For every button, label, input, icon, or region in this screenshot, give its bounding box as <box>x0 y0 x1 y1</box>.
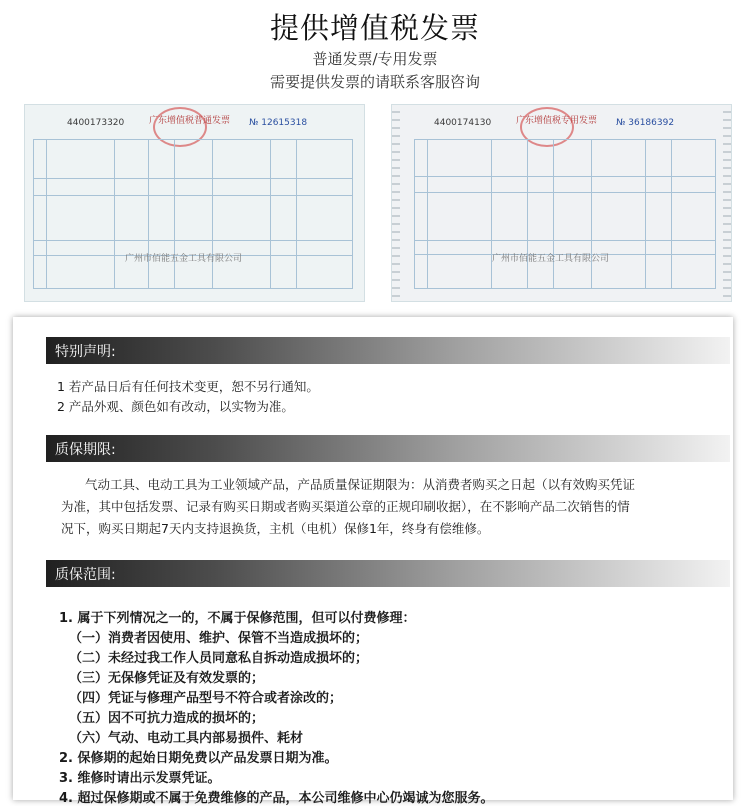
warranty-period-line: 气动工具、电动工具为工业领域产品，产品质量保证期限为：从消费者购买之日起（以有效购买凭证 <box>85 477 636 492</box>
tractor-holes-left <box>392 105 400 301</box>
invoice-title: 广东增值税专用发票 <box>516 116 598 126</box>
scope-line: （三）无保修凭证及有效发票的； <box>69 671 265 686</box>
warranty-period-line: 为准，其中包括发票、记录有购买日期或者购买渠道公章的正规印刷收据），在不影响产品二次销售的情 <box>61 499 630 514</box>
scope-line: 2. 保修期的起始日期免费以产品发票日期为准。 <box>59 751 338 766</box>
statement-line: 1 若产品日后有任何技术变更，恕不另行通知。 <box>57 379 319 394</box>
tractor-holes-right <box>723 105 731 301</box>
section-header-warranty-period <box>46 435 730 462</box>
invoice-company-name: 广州市佰能五金工具有限公司 <box>492 254 610 264</box>
section-header-special-statement <box>46 337 730 364</box>
invoice-image-special <box>391 104 732 302</box>
scope-line: （六）气动、电动工具内部易损件、耗材 <box>69 731 304 746</box>
scope-line: 4. 超过保修期或不属于免费维修的产品，本公司维修中心仍竭诚为您服务。 <box>59 791 494 806</box>
invoice-form-grid <box>414 139 716 289</box>
invoice-form-grid <box>33 139 353 289</box>
scope-line: （五）因不可抗力造成的损坏的； <box>69 711 265 726</box>
scope-line: 1. 属于下列情况之一的，不属于保修范围，但可以付费修理： <box>59 611 416 626</box>
invoice-header-area <box>0 0 750 300</box>
warranty-period-line: 况下，购买日期起7天内支持退换货，主机（电机）保修1年，终身有偿维修。 <box>61 521 490 536</box>
invoice-code: 4400173320 <box>67 118 125 128</box>
invoice-image-ordinary <box>24 104 365 302</box>
invoice-company-name: 广州市佰能五金工具有限公司 <box>125 254 243 264</box>
invoice-serial: № 12615318 <box>249 118 308 128</box>
scope-line: （一）消费者因使用、维护、保管不当造成损坏的； <box>69 631 369 646</box>
section-title: 质保期限: <box>55 442 116 458</box>
notice-panel <box>13 317 733 806</box>
invoice-code: 4400174130 <box>434 118 492 128</box>
page-title: 提供增值税发票 <box>269 11 480 45</box>
section-title: 质保范围: <box>55 567 116 583</box>
section-title: 特别声明: <box>55 344 116 360</box>
invoice-serial: № 36186392 <box>616 118 675 128</box>
invoice-types-text: 普通发票/专用发票 <box>312 50 438 68</box>
scope-line: 3. 维修时请出示发票凭证。 <box>59 771 221 786</box>
contact-service-text: 需要提供发票的请联系客服咨询 <box>269 73 480 91</box>
scope-line: （二）未经过我工作人员同意私自拆动造成损坏的； <box>69 651 369 666</box>
scope-line: （四）凭证与修理产品型号不符合或者涂改的； <box>69 691 343 706</box>
invoice-title: 广东增值税普通发票 <box>149 116 231 126</box>
section-header-warranty-scope <box>46 560 730 587</box>
statement-line: 2 产品外观、颜色如有改动，以实物为准。 <box>57 399 294 414</box>
